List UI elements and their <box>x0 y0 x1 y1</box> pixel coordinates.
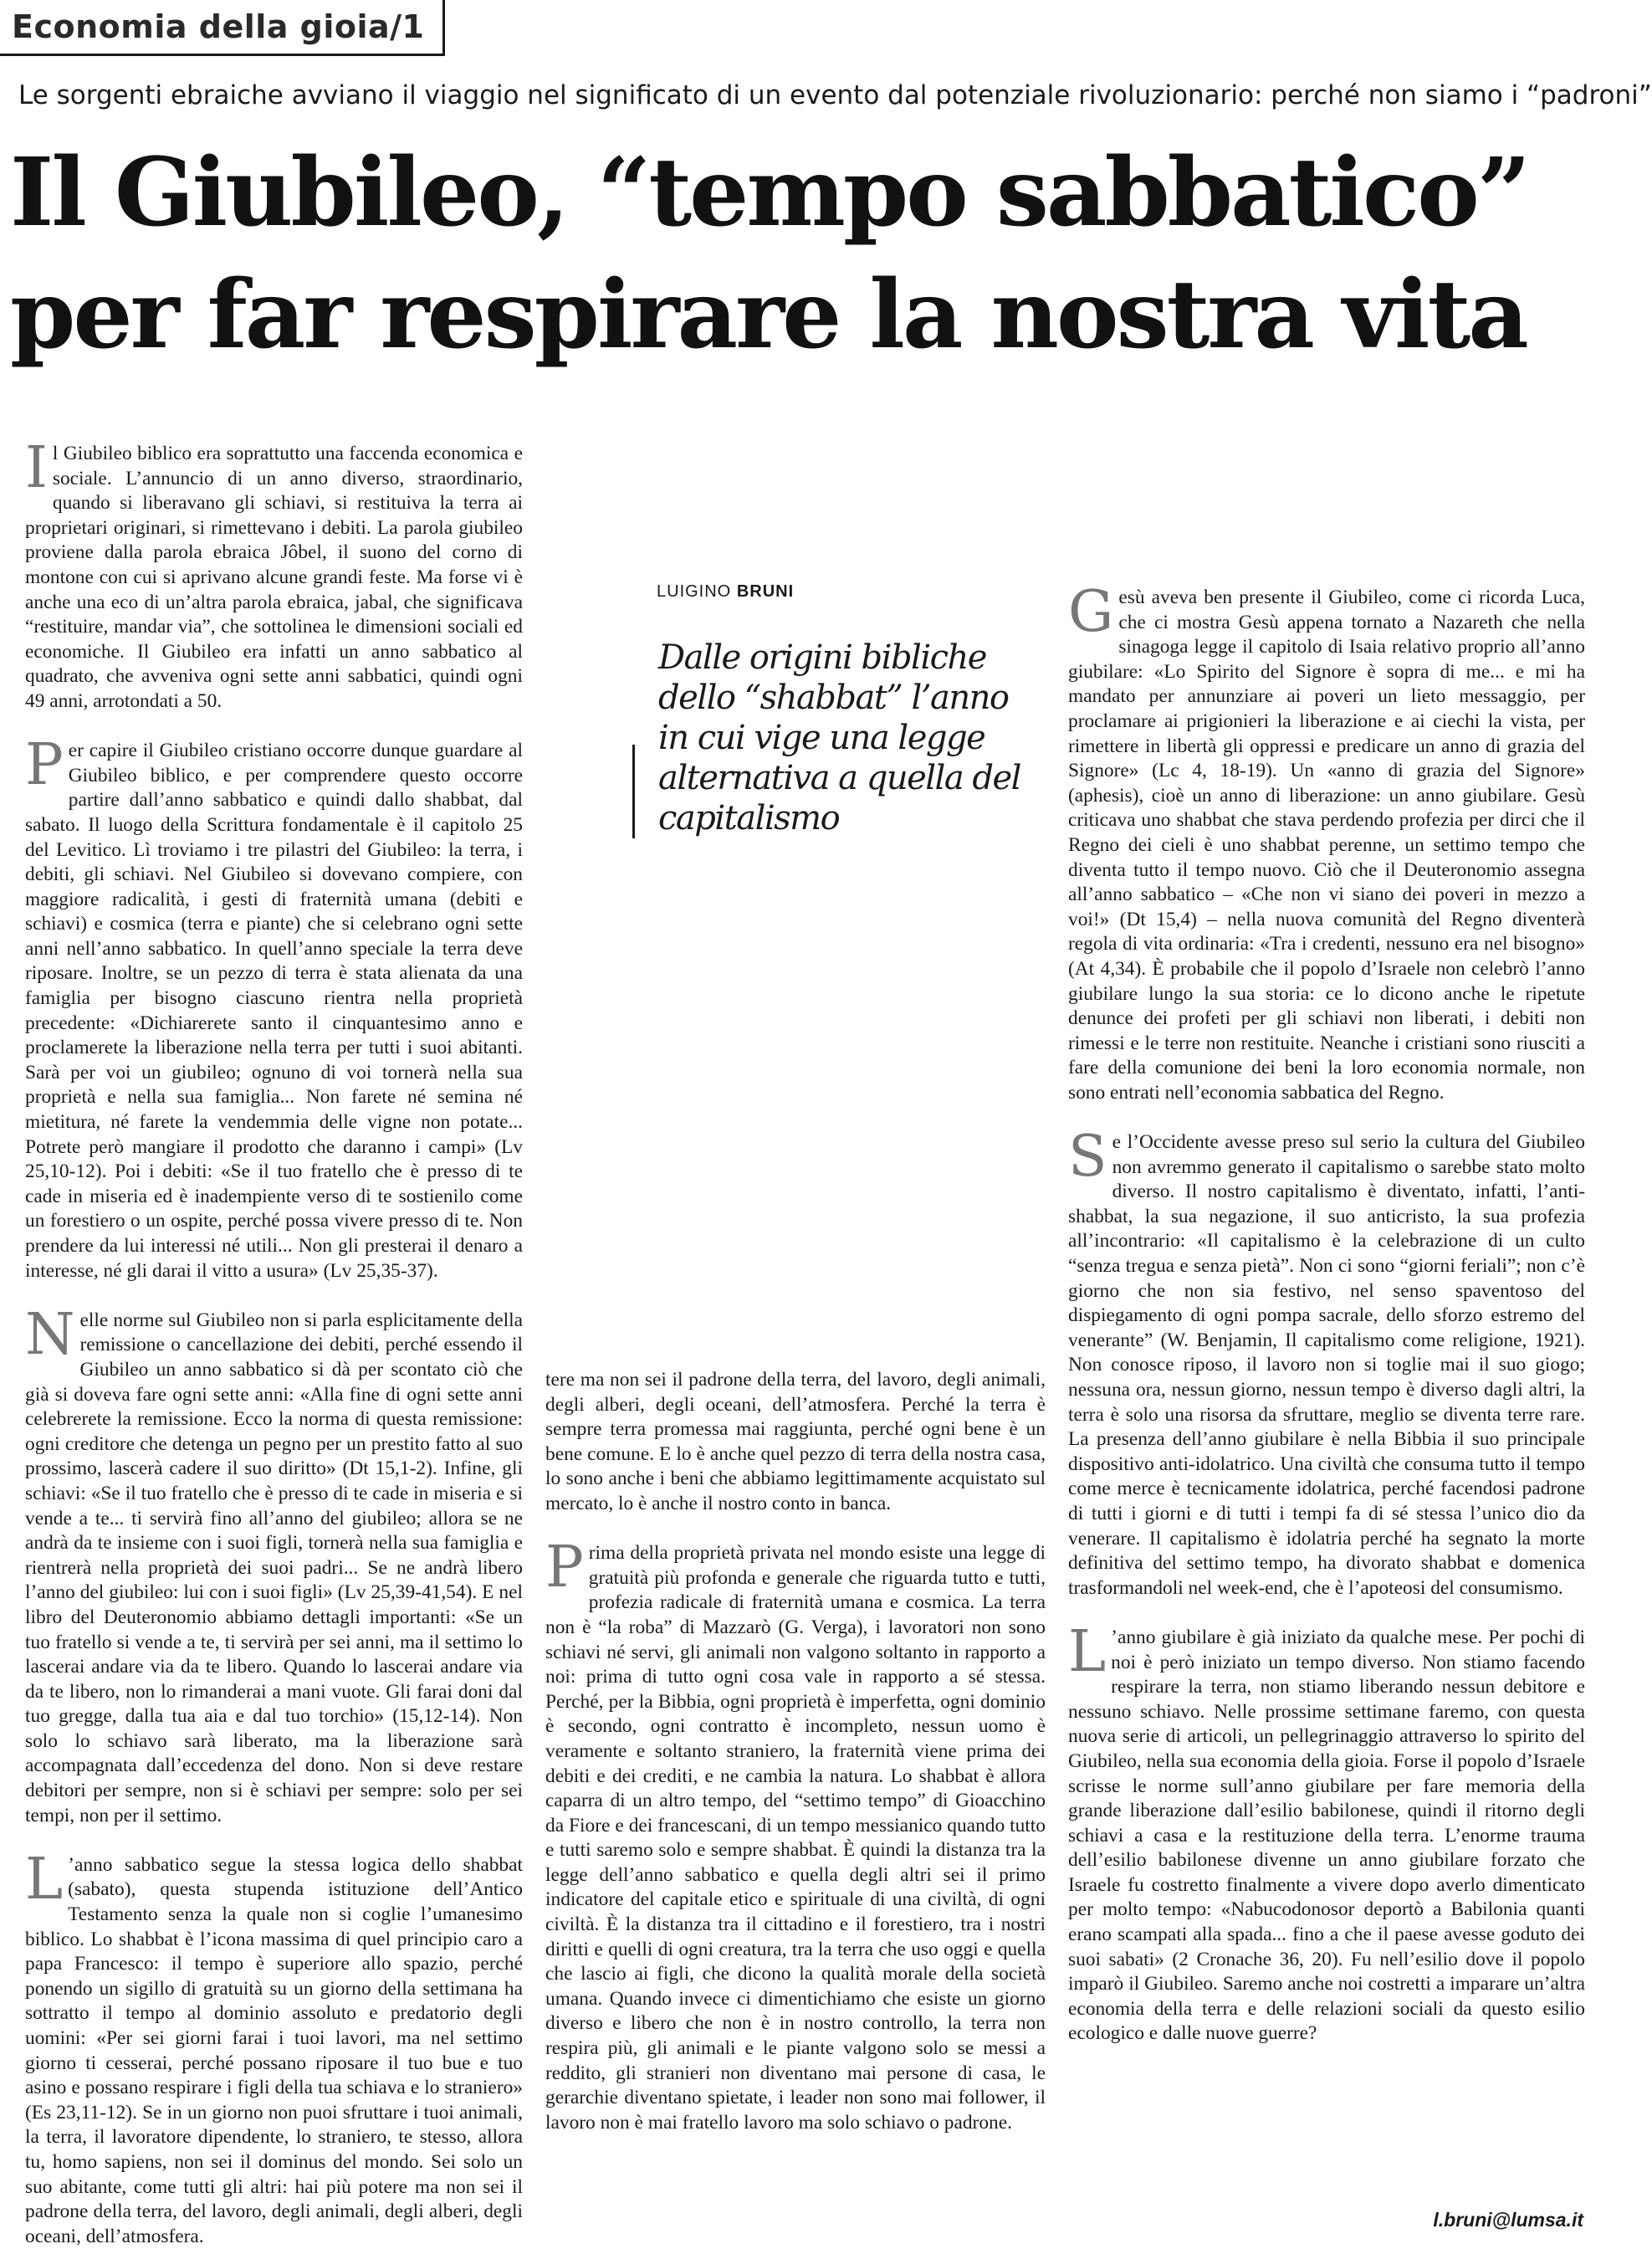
paragraph-text: tere ma non sei il padrone della terra, del lavoro, degli animali, degli alberi, degli oceani, dell’atmosfera. Perché la terra è sempre terra promessa mai raggiunta, perché ogni bene è un bene comune. E lo è anche quel pezzo di terra della nostra casa, lo sono anche i beni che abbiamo legittimamente acquistato sul mercato, lo è anche il nostro conto in banca. <box>545 1369 1046 1514</box>
kicker-text: Economia della gioia/1 <box>12 8 425 45</box>
drop-cap: I <box>25 435 48 501</box>
paragraph-text: er capire il Giubileo cristiano occorre dunque guardare al Giubileo biblico, e per comprendere questo occorre partire dall’anno sabbatico e quindi dallo shabbat, dal sabato. Il luogo della Scrittura fondamentale è il capitolo 25 del Levitico. Lì troviamo i tre pilastri del Giubileo: la terra, i debiti, gli schiavi. Nel Giubileo si dovevano compiere, con maggiore radicalità, i gesti di fraternità umana (debiti e schiavi) e cosmica (terra e piante) che si celebrano ogni sette anni nell’anno sabbatico. In quell’anno speciale la terra deve riposare. Inoltre, se un pezzo di terra è stata alienata da una famiglia per bisogno ciascuno rientra nella proprietà precedente: «Dichiarerete santo il cinquantesimo anno e proclamerete la liberazione nella terra per tutti i suoi abitanti. Sarà per voi un giubileo; ognuno di voi tornerà nella sua proprietà e nella sua famiglia... Non farete né semina né mietitura, né farete la vendemmia delle vigne non potate... Potrete però mangiare il prodotto che daranno i campi» (Lv 25,10-12). Poi i debiti: «Se il tuo fratello che è presso di te cade in miseria ed è inadempiente verso di te sostienilo come un forestiero o un ospite, perché possa vivere presso di te. Non prendere da lui interessi né utili... Non gli presterai il denaro a interesse, né gli darai il vitto a usura» (Lv 25,35-37). <box>25 740 523 1282</box>
section-kicker <box>0 0 445 56</box>
pullquote-rule <box>632 745 635 838</box>
paragraph <box>25 1846 523 2249</box>
drop-cap: P <box>545 1534 584 1601</box>
article-subtitle: Le sorgenti ebraiche avviano il viaggio nel significato di un evento dal potenziale rivoluzionario: perché non siamo i “padroni” <box>18 80 1652 110</box>
drop-cap: G <box>1068 579 1114 645</box>
paragraph <box>545 1534 1046 2135</box>
article-headline <box>10 138 1603 371</box>
paragraph-text: l Giubileo biblico era soprattutto una faccenda economica e sociale. L’annuncio di un anno diverso, straordinario, quando si liberavano gli schiavi, si restituiva la terra ai proprietari originari, si rimettevano i debiti. La parola giubileo proviene dalla parola ebraica Jôbel, il suono del corno di montone con cui si aprivano alcune grandi feste. Ma forse vi è anche una eco di un’altra parola ebraica, jabal, che significava “restituire, mandar via”, che sottolinea le dimensioni sociali ed economiche. Il Giubileo era infatti un anno sabbatico al quadrato, che avveniva ogni sette anni sabbatici, quindi ogni 49 anni, arrotondati a 50. <box>25 443 523 712</box>
paragraph <box>545 1368 1046 1517</box>
drop-cap: P <box>25 732 64 799</box>
headline-line-1: Il Giubileo, “tempo sabbatico” <box>10 138 1529 248</box>
author-email-link[interactable]: l.bruni@lumsa.it <box>1433 2209 1583 2231</box>
author-last-name: BRUNI <box>736 582 795 601</box>
paragraph <box>25 435 523 715</box>
paragraph-text: elle norme sul Giubileo non si parla esplicitamente della remissione o cancellazione dei debiti, perché essendo il Giubileo un anno sabbatico si dà per scontato ciò che già si doveva fare ogni sette anni: «Alla fine di ogni sette anni celebrerete la remissione. Ecco la norma di questa remissione: ogni creditore che detenga un pegno per un prestito fatto al suo prossimo, lascerà cadere il suo diritto» (Dt 15,1-2). Infine, gli schiavi: «Se il tuo fratello che è presso di te cade in miseria e si vende a te... ti servirà fino all’anno del giubileo; allora se ne andrà da te insieme con i suoi figli, tornerà nella sua famiglia e rientrerà nella proprietà dei suoi padri... Se ne andrà libero l’anno del giubileo: lui con i suoi figli» (Lv 25,39-41,54). E nel libro del Deuteronomio abbiamo dettagli importanti: «Se un tuo fratello si vende a te, ti servirà per sei anni, ma il settimo lo lascerai andare via da te libero. Quando lo lascerai andare via da te libero, non lo rimanderai a mani vuote. Gli farai doni dal tuo gregge, dalla tua aia e dal tuo torchio» (15,12-14). Non solo lo schiavo sarà liberato, ma la liberazione sarà accompagnata dall’eccedenza del dono. Non si deve restare debitori per sempre, non si è schiavi per sempre: solo per sei tempi, non per il settimo. <box>25 1309 523 1826</box>
drop-cap: L <box>25 1846 64 1913</box>
article-column-2 <box>545 1368 1046 2205</box>
paragraph-text: ’anno sabbatico segue la stessa logica dello shabbat (sabato), questa stupenda istituzione dell’Antico Testamento senza la quale non si coglie l’umanesimo biblico. Lo shabbat è l’icona massima di quel principio caro a papa Francesco: il tempo è superiore allo spazio, perché ponendo un sigillo di gratuità su un giorno della settimana ha sottratto il tempo al dominio assoluto e predatorio degli uomini: «Per sei giorni farai i tuoi lavori, ma nel settimo giorno ti cesserai, perché possano riposare il tuo bue e tuo asino e possano respirare i figli della tua schiava e lo straniero» (Es 23,11-12). Se in un giorno non puoi sfruttare i tuoi animali, la terra, il lavoratore dipendente, lo straniero, te stesso, allora tu, homo sapiens, non sei il dominus del mondo. Sei solo un suo abitante, come tutti gli altri: hai più potere ma non sei il padrone della terra, del lavoro, degli animali, degli alberi, degli oceani, dell’atmosfera. <box>25 1853 523 2247</box>
drop-cap: L <box>1068 1618 1107 1685</box>
paragraph-text: esù aveva ben presente il Giubileo, come ci ricorda Luca, che ci mostra Gesù appena tornato a Nazareth che nella sinagoga legge il capitolo di Isaia relativo proprio all’anno giubilare: «Lo Spirito del Signore è sopra di me... e mi ha mandato per annunziare ai poveri un lieto messaggio, per proclamare ai prigionieri la liberazione e ai ciechi la vista, per rimettere in libertà gli oppressi e predicare un anno di grazia del Signore» (Lc 4, 18-19). Un «anno di grazia del Signore» (aphesis), cioè un anno di liberazione: un anno giubilare. Gesù criticava uno shabbat che stava perdendo profezia per dirci che il Regno dei cieli è uno shabbat perenne, un settimo tempo che diventa tutto il tempo nuovo. Ciò che il Deuteronomio assegna all’anno sabbatico – «Che non vi siano dei poveri in mezzo a voi!» (Dt 15,4) – nella nuova comunità del Regno diventerà regola di vita ordinaria: «Tra i credenti, nessuno era nel bisogno» (At 4,34). È probabile che il popolo d’Israele non celebrò l’anno giubilare lungo la sua storia: ce lo dicono anche le ripetute denunce dei profeti per gli schiavi non liberati, i debiti non rimessi e le terre non restituite. Neanche i cristiani sono riusciti a fare della comunione dei beni la loro economia normale, non sono entrati nell’economia sabbatica del Regno. <box>1068 587 1585 1104</box>
paragraph <box>25 1301 523 1828</box>
article-column-1 <box>25 435 523 2247</box>
paragraph-text: rima della proprietà privata nel mondo esiste una legge di gratuità più profonda e generale che riguarda tutto e tutti, profezia radicale di fraternità umana e cosmica. La terra non è “la roba” di Mazzarò (G. Verga), i lavoratori non sono schiavi né servi, gli animali non valgono soltanto in rapporto a noi: prima di tutto ogni cosa vale in rapporto a sé stessa. Perché, per la Bibbia, ogni proprietà è imperfetta, ogni dominio è secondo, ogni contratto è incompleto, nessun uomo è veramente e soltanto straniero, la fraternità viene prima dei debiti e dei crediti, e ne cambia la natura. Lo shabbat è allora caparra di un altro tempo, del “settimo tempo” di Gioacchino da Fiore e dei francescani, di un tempo messianico quando tutto e tutti saremo solo e sempre shabbat. È quindi la distanza tra la legge dell’anno sabbatico e quella degli altri sei il primo indicatore del capitale etico e spirituale di una civiltà, di ogni civiltà. È la distanza tra il cittadino e il forestiero, tra i nostri diritti e quelli di ogni creatura, tra la terra che uso oggi e quella che lascio ai figli, che dicono la qualità morale della società umana. Quando invece ci dimentichiamo che esiste un giorno diverso e libero che non è in nostro controllo, la terra non respira più, gli animali e le piante valgono solo se messi a reddito, gli stranieri non diventano mai persone di casa, le gerarchie diventano spietate, i leader non sono mai follower, il lavoro non è mai fratello lavoro ma solo schiavo o padrone. <box>545 1542 1046 2134</box>
byline <box>657 582 794 602</box>
paragraph-text: ’anno giubilare è già iniziato da qualche mese. Per pochi di noi è però iniziato un tempo diverso. Non stiamo facendo respirare la terra, non stiamo liberando nessun debitore e nessuno schiavo. Nelle prossime settimane faremo, con questa nuova serie di articoli, un pellegrinaggio attraverso lo spirito del Giubileo, nella sua economia della gioia. Forse il popolo d’Israele scrisse le norme sull’anno giubilare per fare memoria della grande liberazione dall’esilio babilonese, quindi il ritorno degli schiavi a casa e la restituzione della terra. L’enorme trauma dell’esilio babilonese divenne un anno giubilare forzato che Israele fu costretto finalmente a vivere dopo averlo dimenticato per molto tempo: «Nabucodonosor deportò a Babilonia quanti erano scampati alla spada... fino a che il paese avesse goduto dei suoi sabati» (2 Cronache 36, 20). Fu nell’esilio dove il popolo imparò il Giubileo. Saremo anche noi costretti a imparare un’altra economia della terra e delle relazioni sociali da questo esilio ecologico e dalle nuove guerre? <box>1068 1626 1585 2045</box>
article-column-3 <box>1068 579 1585 2200</box>
drop-cap: N <box>25 1301 75 1368</box>
headline-line-2: per far respirare la nostra vita <box>10 260 1527 371</box>
pull-quote: Dalle origini bibliche dello “shabbat” l’anno in cui vige una legge alternativa a quella del capitalismo <box>658 638 1020 838</box>
drop-cap: S <box>1068 1124 1107 1191</box>
paragraph <box>1068 1124 1585 1601</box>
paragraph <box>1068 579 1585 1105</box>
paragraph <box>1068 1618 1585 2047</box>
author-first-name: LUIGINO <box>657 582 732 601</box>
paragraph-text: e l’Occidente avesse preso sul serio la cultura del Giubileo non avremmo generato il capitalismo o sarebbe stato molto diverso. Il nostro capitalismo è diventato, infatti, l’anti-shabbat, la sua negazione, il suo anticristo, la sua profezia all’incontrario: «Il capitalismo è la celebrazione di un culto “senza tregua e senza pietà”. Non ci sono “giorni feriali”; non c’è giorno che non sia festivo, nel senso spaventoso del dispiegamento di ogni pompa sacrale, dello sforzo estremo del venerante” (W. Benjamin, Il capitalismo come religione, 1921). Non conosce riposo, il lavoro non si toglie mai il suo giogo; nessuna ora, nessun giorno, nessun tempo è diverso dagli altri, la terra è solo una risorsa da sfruttare, meglio se diventa terre rare. La presenza dell’anno giubilare è nella Bibbia il suo principale dispositivo anti-idolatrico. Una civiltà che consuma tutto il tempo come merce è tecnicamente idolatrica, perché facendosi padrone di tutti i giorni e di tutti i tempi fa di sé stessa l’unico dio da venerare. Il capitalismo è idolatria perché ha segnato la morte definitiva del settimo tempo, ha divorato shabbat e domenica trasformandoli nel week-end, che è l’apoteosi del consumismo. <box>1068 1131 1585 1599</box>
paragraph <box>25 732 523 1283</box>
